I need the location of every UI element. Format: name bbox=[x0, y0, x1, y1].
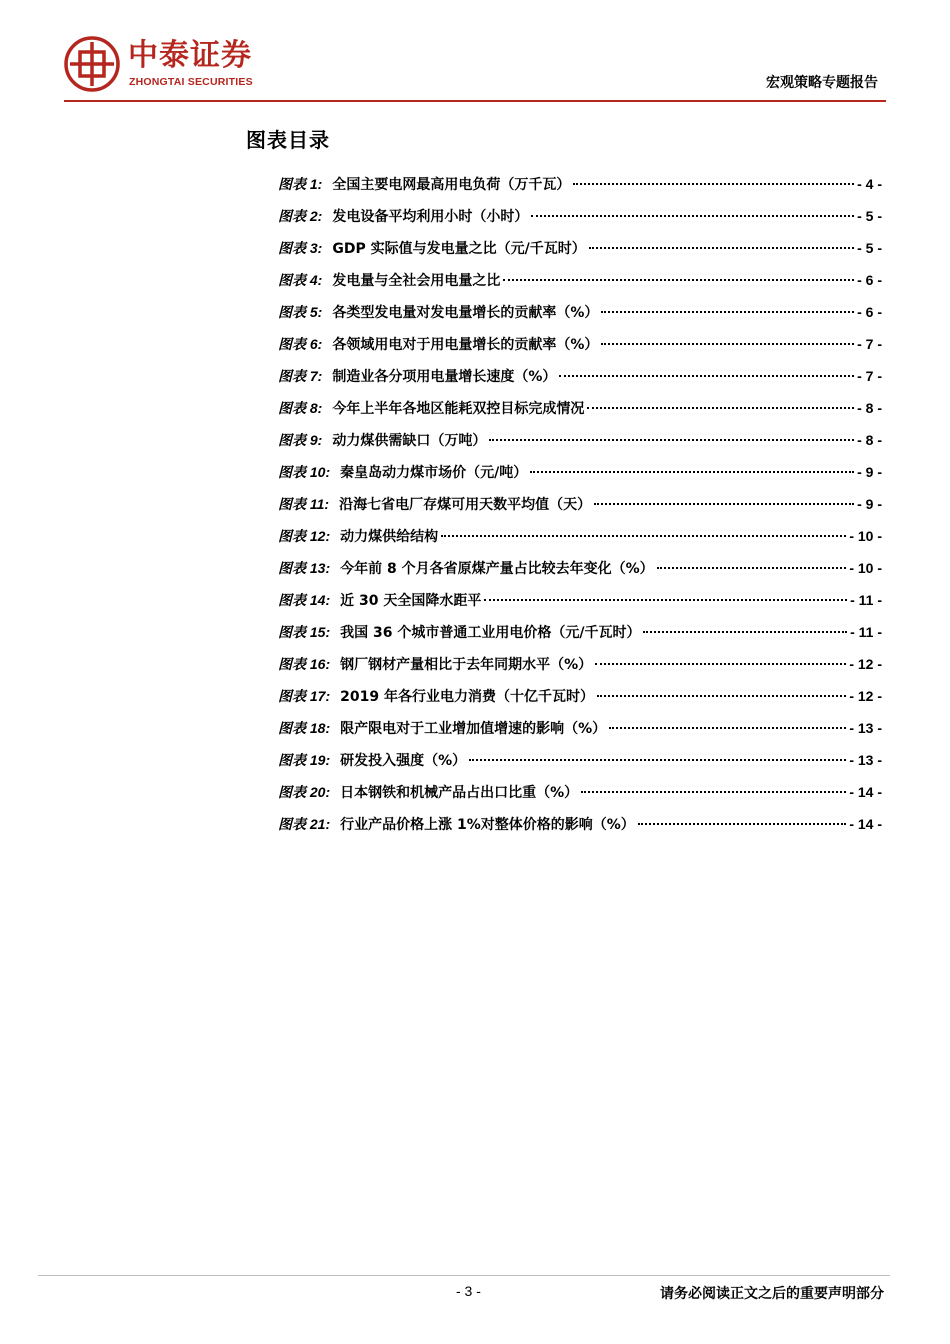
toc-entry-label: 图表 16: bbox=[278, 656, 331, 672]
toc-entry-page: - 11 - bbox=[850, 592, 882, 608]
toc-entry-title: 动力煤供需缺口（万吨） bbox=[332, 433, 487, 449]
toc-title: 图表目录 bbox=[246, 128, 330, 152]
toc-leader bbox=[597, 695, 846, 697]
toc-entry[interactable] bbox=[278, 776, 882, 808]
toc-entry-page: - 13 - bbox=[849, 720, 882, 736]
toc-entry-title: 行业产品价格上涨 1%对整体价格的影响（%） bbox=[340, 817, 635, 833]
toc-entry-title: 秦皇岛动力煤市场价（元/吨） bbox=[340, 465, 528, 481]
toc-entry-label: 图表 12: bbox=[278, 528, 331, 544]
toc-entry-label: 图表 1: bbox=[278, 176, 323, 192]
toc-entry-title: 动力煤供给结构 bbox=[340, 529, 439, 545]
zhongtai-logo-icon bbox=[64, 36, 120, 92]
logo-english-name: ZHONGTAI SECURITIES bbox=[129, 76, 253, 88]
toc-entry-page: - 8 - bbox=[857, 400, 882, 416]
toc-entry-label: 图表 9: bbox=[278, 432, 323, 448]
toc-entry[interactable] bbox=[278, 168, 882, 200]
toc-entry-label: 图表 2: bbox=[278, 208, 323, 224]
header-divider bbox=[64, 100, 886, 102]
toc-entry-title: 今年上半年各地区能耗双控目标完成情况 bbox=[332, 401, 585, 417]
toc-entry-label: 图表 20: bbox=[278, 784, 331, 800]
toc-entry-label: 图表 14: bbox=[278, 592, 331, 608]
toc-entry-page: - 7 - bbox=[857, 368, 882, 384]
toc-entry[interactable] bbox=[278, 328, 882, 360]
toc-entry-title: 全国主要电网最高用电负荷（万千瓦） bbox=[332, 177, 571, 193]
toc-entry-page: - 4 - bbox=[857, 176, 882, 192]
toc-entry-title: 各领域用电对于用电量增长的贡献率（%） bbox=[332, 337, 599, 353]
toc-leader bbox=[530, 471, 854, 473]
page-number: - 3 - bbox=[456, 1283, 481, 1299]
toc-entry-label: 图表 19: bbox=[278, 752, 331, 768]
toc-entry-page: - 12 - bbox=[849, 656, 882, 672]
toc-entry-title: 今年前 8 个月各省原煤产量占比较去年变化（%） bbox=[340, 561, 654, 577]
toc-entry-title: 近 30 天全国降水距平 bbox=[340, 593, 482, 609]
toc-entry-label: 图表 15: bbox=[278, 624, 331, 640]
toc-entry-label: 图表 21: bbox=[278, 816, 331, 832]
toc-entry[interactable] bbox=[278, 456, 882, 488]
toc-entry-page: - 5 - bbox=[857, 208, 882, 224]
toc-entry-label: 图表 13: bbox=[278, 560, 331, 576]
toc-entry[interactable] bbox=[278, 392, 882, 424]
toc-leader bbox=[601, 343, 854, 345]
toc-entry-page: - 14 - bbox=[849, 784, 882, 800]
toc-leader bbox=[489, 439, 854, 441]
toc-entry[interactable] bbox=[278, 808, 882, 840]
toc-entry-page: - 13 - bbox=[849, 752, 882, 768]
toc-entry[interactable] bbox=[278, 616, 882, 648]
toc-entry-page: - 10 - bbox=[849, 528, 882, 544]
toc-entry[interactable] bbox=[278, 584, 882, 616]
toc-leader bbox=[441, 535, 846, 537]
toc-leader bbox=[587, 407, 854, 409]
toc-leader bbox=[484, 599, 847, 601]
toc-leader bbox=[601, 311, 854, 313]
logo-chinese-name: 中泰证券 bbox=[128, 38, 252, 73]
toc-entry-label: 图表 18: bbox=[278, 720, 331, 736]
report-type: 宏观策略专题报告 bbox=[766, 75, 878, 91]
toc-entry[interactable] bbox=[278, 200, 882, 232]
toc-entry-title: 沿海七省电厂存煤可用天数平均值（天） bbox=[339, 497, 592, 513]
toc-entry-page: - 6 - bbox=[857, 304, 882, 320]
toc-entry-label: 图表 3: bbox=[278, 240, 323, 256]
toc-entry-page: - 9 - bbox=[857, 464, 882, 480]
toc-entry[interactable] bbox=[278, 360, 882, 392]
toc-entry-page: - 12 - bbox=[849, 688, 882, 704]
toc-entry-page: - 9 - bbox=[857, 496, 882, 512]
toc-entry-label: 图表 8: bbox=[278, 400, 323, 416]
toc-entry-label: 图表 11: bbox=[278, 496, 330, 512]
toc-entry-title: 我国 36 个城市普通工业用电价格（元/千瓦时） bbox=[340, 625, 641, 641]
toc-entry-label: 图表 6: bbox=[278, 336, 323, 352]
toc-entry-title: 日本钢铁和机械产品占出口比重（%） bbox=[340, 785, 579, 801]
toc-entry[interactable] bbox=[278, 520, 882, 552]
toc-entry-page: - 10 - bbox=[849, 560, 882, 576]
toc-entry-page: - 7 - bbox=[857, 336, 882, 352]
company-logo bbox=[64, 36, 289, 96]
toc-leader bbox=[594, 503, 854, 505]
toc-entry[interactable] bbox=[278, 744, 882, 776]
toc-entry-page: - 8 - bbox=[857, 432, 882, 448]
toc-entry-title: 发电设备平均利用小时（小时） bbox=[332, 209, 529, 225]
toc-entry[interactable] bbox=[278, 264, 882, 296]
toc-leader bbox=[609, 727, 846, 729]
toc-entry[interactable] bbox=[278, 712, 882, 744]
toc-entry-title: 2019 年各行业电力消费（十亿千瓦时） bbox=[340, 689, 594, 705]
toc-leader bbox=[503, 279, 854, 281]
toc-entry-title: GDP 实际值与发电量之比（元/千瓦时） bbox=[332, 241, 586, 257]
toc-entry[interactable] bbox=[278, 552, 882, 584]
toc-entry-label: 图表 4: bbox=[278, 272, 323, 288]
toc-leader bbox=[657, 567, 847, 569]
toc-entry-title: 研发投入强度（%） bbox=[340, 753, 467, 769]
toc-leader bbox=[469, 759, 846, 761]
toc-entry-label: 图表 17: bbox=[278, 688, 331, 704]
toc-leader bbox=[559, 375, 854, 377]
toc-entry-label: 图表 10: bbox=[278, 464, 331, 480]
toc-entry-page: - 5 - bbox=[857, 240, 882, 256]
toc-entry-page: - 14 - bbox=[849, 816, 882, 832]
toc-entry-page: - 6 - bbox=[857, 272, 882, 288]
toc-entry[interactable] bbox=[278, 296, 882, 328]
toc-leader bbox=[589, 247, 854, 249]
toc-entry-page: - 11 - bbox=[850, 624, 882, 640]
toc-entry-title: 钢厂钢材产量相比于去年同期水平（%） bbox=[340, 657, 593, 673]
footer-divider bbox=[38, 1275, 890, 1276]
footer-disclaimer: 请务必阅读正文之后的重要声明部分 bbox=[660, 1286, 884, 1302]
toc-leader bbox=[638, 823, 847, 825]
toc-entry-label: 图表 7: bbox=[278, 368, 323, 384]
toc-leader bbox=[531, 215, 854, 217]
toc-entry-title: 各类型发电量对发电量增长的贡献率（%） bbox=[332, 305, 599, 321]
toc-entry[interactable] bbox=[278, 424, 882, 456]
toc-entry-title: 限产限电对于工业增加值增速的影响（%） bbox=[340, 721, 607, 737]
toc-entry-title: 制造业各分项用电量增长速度（%） bbox=[332, 369, 557, 385]
toc-entry-title: 发电量与全社会用电量之比 bbox=[332, 273, 501, 289]
toc-leader bbox=[573, 183, 854, 185]
toc-leader bbox=[595, 663, 846, 665]
table-of-figures bbox=[278, 168, 882, 840]
toc-entry-label: 图表 5: bbox=[278, 304, 323, 320]
toc-entry[interactable] bbox=[278, 488, 882, 520]
toc-entry[interactable] bbox=[278, 648, 882, 680]
toc-leader bbox=[643, 631, 847, 633]
toc-entry[interactable] bbox=[278, 232, 882, 264]
toc-entry[interactable] bbox=[278, 680, 882, 712]
toc-leader bbox=[581, 791, 846, 793]
